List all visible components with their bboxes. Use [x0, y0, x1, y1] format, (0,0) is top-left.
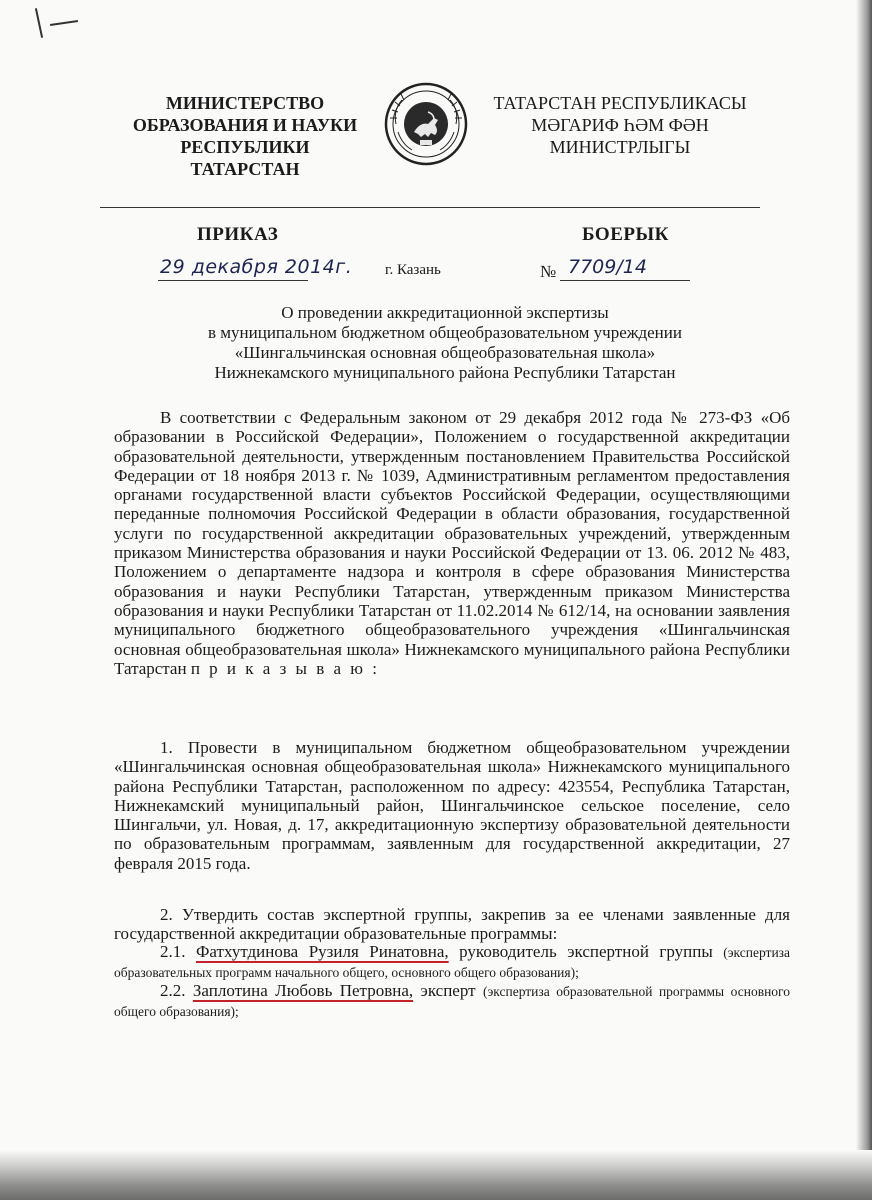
scan-mark: [35, 8, 43, 38]
item-1-paragraph: 1. Провести в муниципальном бюджетном общеобразовательном учреждении «Шингальчинская основная общеобразовательная школа» Нижнекамского муниципального района Республики Татарстан, расположенном по адресу: 423554, Республика Татарстан, Нижнекамский муниципальный район, Шингальчинское сельское поселение, село Шингальчи, ул. Новая, д. 17, аккредитационную экспертизу образовательной деятельности по образовательным программам, заявленным для государственной аккредитации, 27 февраля 2015 года.: [114, 738, 790, 873]
order-label-tt: БОЕРЫК: [582, 224, 669, 245]
preamble-paragraph: В соответствии с Федеральным законом от 29 декабря 2012 года № 273-ФЗ «Об образовании в Российской Федерации», Положением о государственной аккредитации образовательной деятельности, утвержденным постановлением Правительства Российской Федерации от 18 ноября 2013 г. № 1039, Административным регламентом предоставления органами государственной власти субъектов Российской Федерации, осуществляющими переданные полномочия Российской Федерации в области образования, государственной услуги по государственной аккредитации образовательных учреждений, утвержденным приказом Министерства образования и науки Российской Федерации от 13. 06. 2012 № 483, Положением о департаменте надзора и контроля в сфере образования Министерства образования и науки Республики Татарстан, утвержденным приказом Министерства образования и науки Республики Татарстан от 11.02.2014 № 612/14, на основании заявления муниципального бюджетного общеобразовательного учреждения «Шингальчинская основная общеобразовательная школа» Нижнекамского муниципального района Республики Татарстан п р и к а з ы в а ю :: [114, 408, 790, 678]
order-date: 29 декабря 2014г.: [160, 256, 353, 278]
date-underline: [158, 280, 308, 281]
number-sign: №: [540, 262, 557, 281]
ministry-name-tatar: ТАТАРСТАН РЕСПУБЛИКАСЫ МӘГАРИФ ҺӘМ ФӘН МИНИСТРЛЫГЫ: [493, 93, 747, 157]
scan-shadow-bottom: [0, 1150, 872, 1200]
ministry-name-russian: МИНИСТЕРСТВО ОБРАЗОВАНИЯ И НАУКИ РЕСПУБЛИКИ ТАТАРСТАН: [132, 93, 358, 179]
expert-name-1: Фатхутдинова Рузиля Ринатовна,: [196, 942, 449, 961]
order-title: О проведении аккредитационной экспертизы в муниципальном бюджетном общеобразовательном учреждении «Шингальчинская основная общеобразовательная школа» Нижнекамского муниципального района Республики Татарстан: [208, 303, 682, 382]
number-underline: [560, 280, 690, 281]
scan-mark: [50, 20, 78, 26]
city: г. Казань: [385, 262, 441, 278]
item-2-2-paragraph: 2.2. Заплотина Любовь Петровна, эксперт (экспертиза образовательной программы основного общего образования);: [114, 981, 790, 1020]
tatarstan-coat-of-arms-icon: [384, 82, 468, 166]
order-label-ru: ПРИКАЗ: [197, 224, 279, 245]
header-divider: [100, 207, 760, 208]
order-word: п р и к а з ы в а ю :: [190, 658, 380, 678]
item-2-paragraph: 2. Утвердить состав экспертной группы, закрепив за ее членами заявленные для государственной аккредитации образовательные программы:: [114, 905, 790, 944]
scan-shadow-right: [856, 0, 872, 1200]
item-2-1-paragraph: 2.1. Фатхутдинова Рузиля Ринатовна, руководитель экспертной группы (экспертиза образовательных программ начального общего, основного общего образования);: [114, 942, 791, 981]
order-number: 7709/14: [568, 256, 647, 278]
expert-name-2: Заплотина Любовь Петровна,: [192, 981, 414, 1000]
